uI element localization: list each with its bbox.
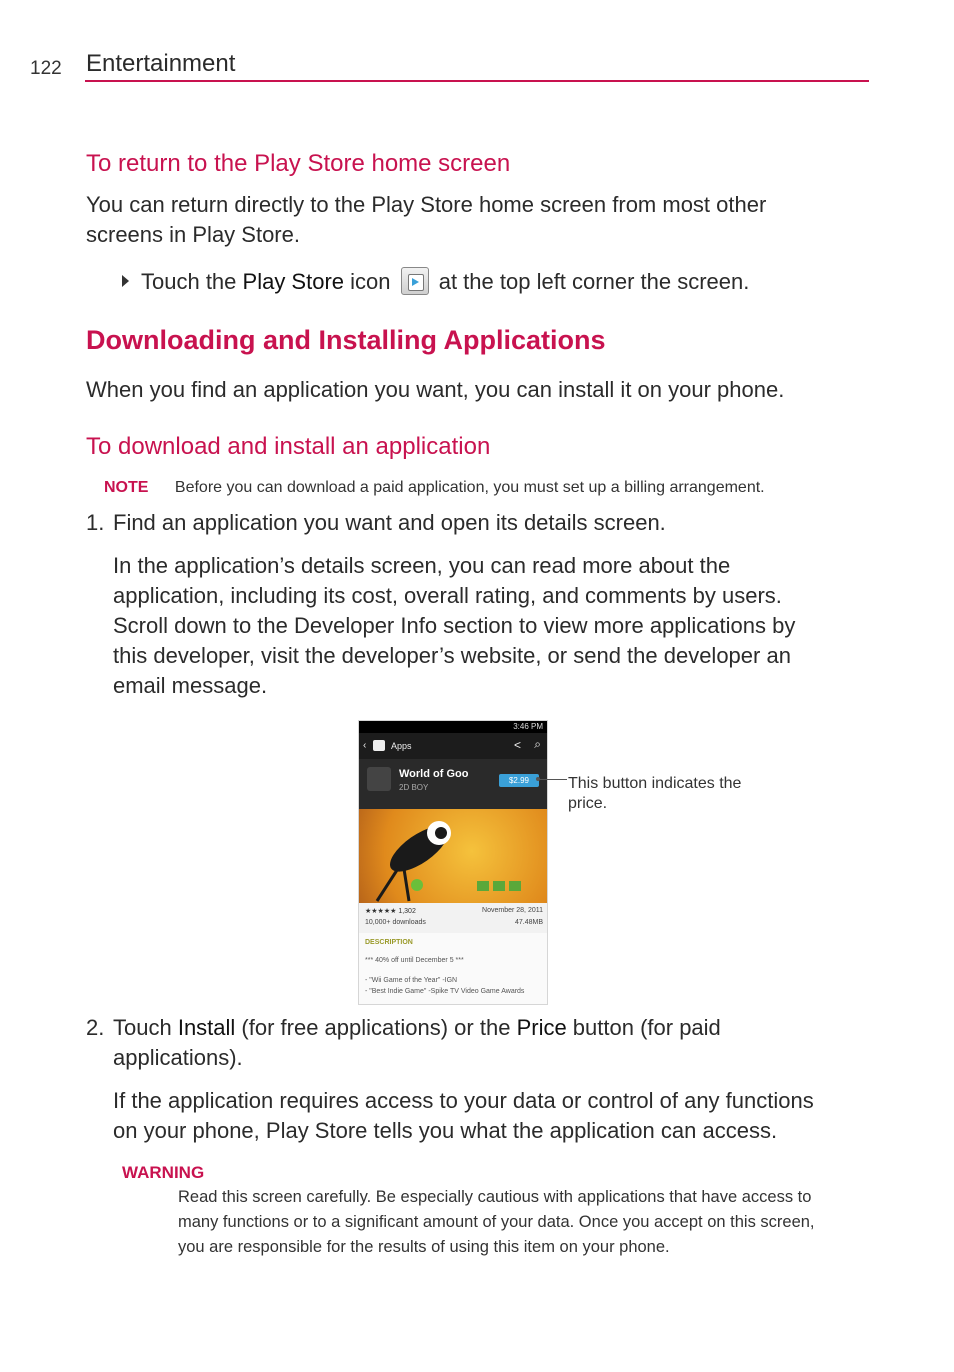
warning-label: WARNING: [122, 1163, 205, 1182]
phone-downloads: 10,000+ downloads: [365, 919, 426, 926]
phone-app-developer: 2D BOY: [399, 783, 429, 792]
price-label: Price: [516, 1015, 567, 1040]
detail-line: email message.: [113, 673, 268, 698]
warning-line: you are responsible for the results of using this item on your phone.: [178, 1238, 670, 1256]
warning-text: [178, 1185, 878, 1260]
step-number: 2.: [86, 1015, 105, 1040]
app-thumbnail: [367, 767, 391, 791]
header-rule: [85, 80, 869, 82]
bullet-text-post: at the top left corner the screen.: [432, 269, 750, 294]
install-label: Install: [177, 1015, 236, 1040]
callout-line: [540, 779, 567, 780]
phone-desc-line: - "Wii Game of the Year" -IGN: [365, 977, 458, 984]
phone-desc-line: - "Best Indie Game" -Spike TV Video Game Awards: [365, 988, 525, 995]
step-2-line: applications).: [113, 1045, 243, 1070]
triangle-right-icon: [122, 275, 129, 287]
phone-action-bar: [359, 733, 547, 759]
play-store-label: Play Store: [242, 269, 345, 294]
phone-app-title: World of Goo: [399, 768, 469, 780]
phone-date: November 28, 2011: [482, 907, 543, 914]
play-store-icon: [373, 740, 385, 751]
heading-downloading: Downloading and Installing Applications: [86, 325, 606, 355]
app-details-screenshot: [358, 720, 548, 1005]
phone-desc-heading: DESCRIPTION: [365, 939, 413, 946]
step-number: 1.: [86, 510, 105, 535]
phone-status-bar: [359, 721, 547, 733]
play-store-icon: [401, 267, 429, 295]
bullet-text-pre: Touch the: [141, 269, 243, 294]
bullet-item: [122, 267, 882, 297]
price-callout: This button indicates the price.: [568, 775, 742, 812]
section-title: Entertainment: [86, 50, 236, 77]
step-2-post: button (for paid: [566, 1015, 721, 1040]
para-line: You can return directly to the Play Store home screen from most other: [86, 192, 767, 217]
warning-line: Read this screen carefully. Be especially cautious with applications that have access to: [178, 1188, 812, 1206]
note-label: NOTE: [104, 479, 149, 496]
downloading-paragraph: When you find an application you want, you can install it on your phone.: [86, 377, 785, 402]
return-home-paragraph: [86, 190, 866, 250]
step-2-line: [113, 1013, 873, 1043]
detail-line: on your phone, Play Store tells you what the application can access.: [113, 1118, 778, 1143]
app-artwork: [359, 809, 547, 903]
step-1-detail: [113, 551, 873, 701]
phone-app-stats: [359, 903, 547, 933]
phone-rating: ★★★★★ 1,302: [365, 908, 416, 915]
share-icon: <: [513, 738, 521, 752]
heading-download-install: To download and install an application: [86, 433, 491, 460]
step-1-text: Find an application you want and open its details screen.: [113, 510, 666, 535]
para-line: screens in Play Store.: [86, 222, 300, 247]
phone-size: 47.48MB: [514, 919, 543, 926]
detail-line: this developer, visit the developer’s website, or send the developer an: [113, 643, 791, 668]
heading-return-home: To return to the Play Store home screen: [86, 150, 511, 177]
note-text: Before you can download a paid application, you must set up a billing arrangement.: [174, 479, 765, 496]
step-2-mid: (for free applications) or the: [235, 1015, 517, 1040]
note: [104, 479, 864, 497]
search-icon: ⌕: [534, 737, 541, 751]
page-number: 122: [30, 58, 62, 79]
warning-line: many functions or to a significant amount of your data. Once you accept on this screen,: [178, 1213, 815, 1231]
telescope-illustration: [359, 809, 547, 903]
back-chevron-icon: ‹: [363, 740, 367, 751]
bullet-text-mid: icon: [344, 269, 397, 294]
phone-apps-label: Apps: [391, 741, 412, 751]
detail-line: If the application requires access to your data or control of any functions: [113, 1088, 814, 1113]
step-2-pre: Touch: [113, 1015, 178, 1040]
detail-line: Scroll down to the Developer Info section to view more applications by: [113, 613, 796, 638]
phone-description: [359, 933, 547, 1004]
detail-line: In the application’s details screen, you can read more about the: [113, 553, 731, 578]
step-2-detail: [113, 1086, 893, 1146]
phone-desc-line: *** 40% off until December 5 ***: [365, 957, 464, 964]
phone-status-time: 3:46 PM: [513, 722, 543, 731]
detail-line: application, including its cost, overall rating, and comments by users.: [113, 583, 782, 608]
step-2-text: [113, 1013, 873, 1073]
price-button[interactable]: $2.99: [499, 774, 539, 787]
